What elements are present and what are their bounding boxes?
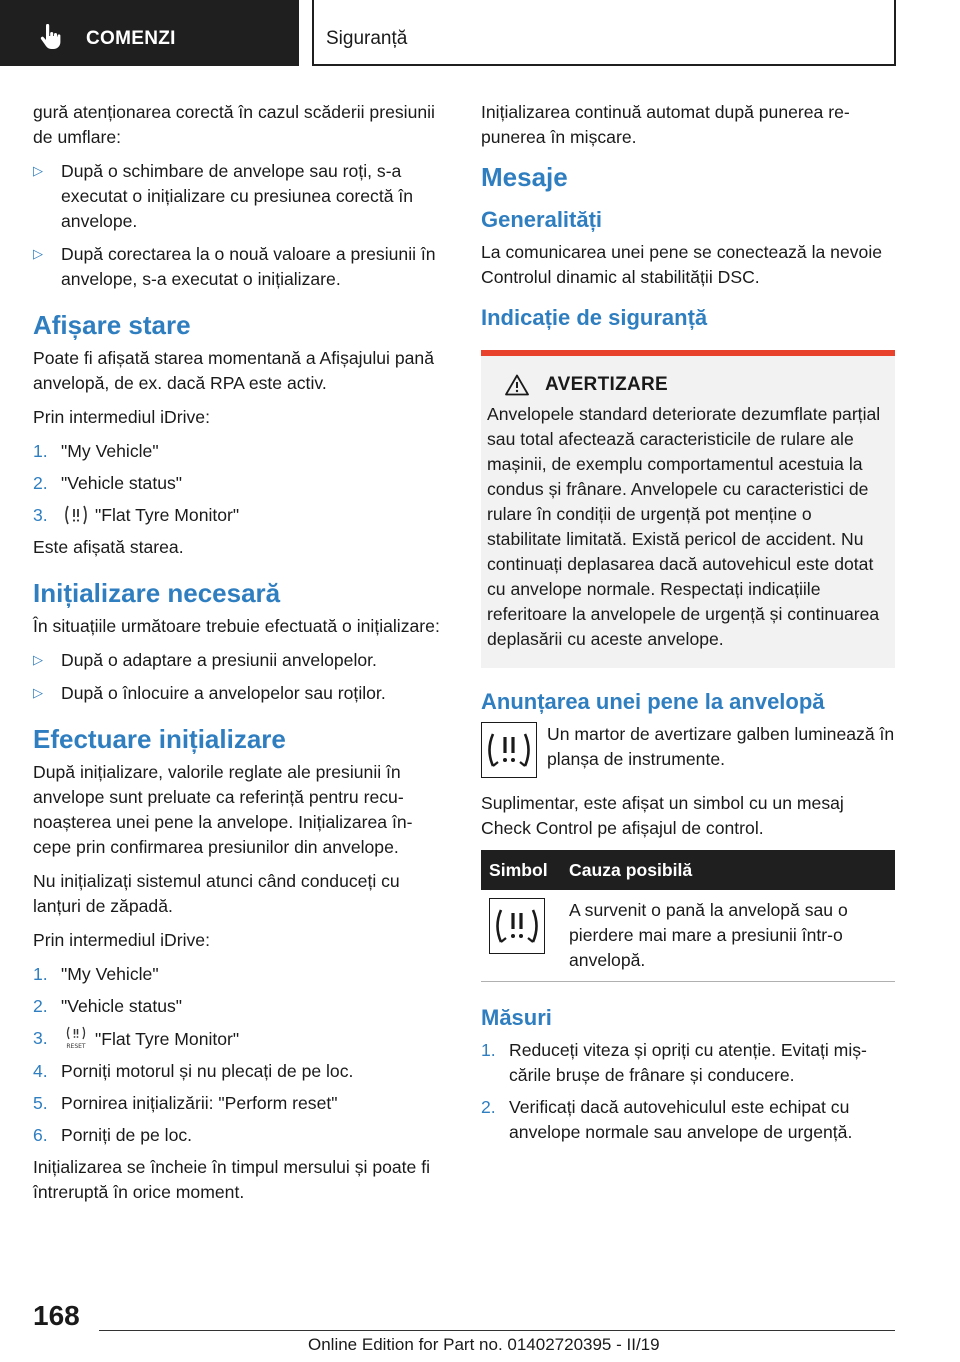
continue-text: Inițializarea continuă automat după punerea repunerea în mișcare.	[481, 102, 850, 147]
table-header-row	[481, 850, 895, 890]
table-row	[481, 890, 895, 982]
status-steps	[33, 439, 443, 528]
list-item: 4. Porniți motorul și nu plecați de pe loc.	[33, 1061, 354, 1081]
table-cell-cause: A survenit o pană la anvelopă sau o pierdere mai mare a presiunii într-o anvelopă.	[561, 890, 895, 982]
intro-bullet-list	[33, 159, 443, 292]
tyre-warning-icon	[63, 504, 89, 526]
list-item: 3. "Flat Tyre Monitor"	[33, 505, 240, 525]
do-init-end-text: Inițializarea se încheie în timpul mersului și poate fi întreruptă în orice moment.	[33, 1157, 431, 1202]
page-header	[0, 0, 960, 66]
general-text: La comunicarea unei pene se conectează la nevoie Controlul dinamic al stabilității DSC.	[481, 242, 883, 287]
page-number: 168	[33, 1300, 80, 1331]
edition-text: Online Edition for Part no. 01402720395 - II/19	[308, 1335, 660, 1354]
tyre-pressure-warning-icon	[481, 722, 537, 778]
table-header-cause: Cauza posibilă	[561, 850, 895, 890]
table-cell-symbol	[481, 890, 561, 982]
list-item: 5. Pornirea inițializării: "Perform reset"	[33, 1093, 338, 1113]
status-text: Poate fi afișată starea momentană a Afișajului pană anvelopă, de ex. dacă RPA este activ.	[33, 348, 434, 393]
do-init-idrive-text: Prin intermediul iDrive:	[33, 930, 210, 950]
left-column	[33, 100, 443, 1214]
symbol-table	[481, 850, 895, 982]
snow-chain-text: Nu inițializați sistemul atunci când conduceți cu lanțuri de zăpadă.	[33, 871, 400, 916]
footer-divider	[99, 1330, 895, 1331]
do-init-steps	[33, 962, 443, 1148]
warning-label: AVERTIZARE	[545, 374, 668, 395]
heading-init-required: Inițializare necesară	[33, 578, 281, 608]
heading-flat-tyre: Anunțarea unei pene la anvelopă	[481, 689, 825, 714]
section-box	[312, 0, 896, 66]
tyre-pressure-warning-icon	[489, 898, 545, 954]
init-required-list	[33, 648, 443, 706]
warning-text: Anvelopele standard deteriorate dezumflate parțial sau total afectează caracteristicile de rulare ale mașinii, de exemplu comportamentul acestuia la condus și frânare. Anvelopele cu caracteristici de rulare în condiții de urgență pot menține o stabilitate limitată. Există pericol de accident. Nu continuați deplasarea dacă autovehicul este dotat cu anvelope normale. Respectați indicațiile referitoare la anvelopele de urgență și continuarea deplasării cu aceste anvelope.	[487, 404, 881, 649]
list-item: ▷ După corectarea la o nouă valoare a presiunii în anvelope, s-a executat o inițializare.	[33, 242, 443, 292]
do-init-text: După inițializare, valorile reglate ale presiunii în anvelope sunt preluate ca referință pentru recunoașterea unei pene la anvelope. Inițializarea începe prin confirmarea presiunilor din anvelope.	[33, 762, 413, 857]
list-item: 6. Porniți de pe loc.	[33, 1125, 193, 1145]
pointing-hand-icon	[40, 24, 62, 50]
list-item: 1. Reduceți viteza și opriți cu atenție. Evitați mișcările brușe de frânare și conducere.	[481, 1040, 867, 1085]
warning-title	[487, 374, 887, 396]
warning-triangle-icon	[505, 374, 529, 396]
intro-text: gură atenționarea corectă în cazul scăderii presiunii de umflare:	[33, 102, 435, 147]
list-item: ▷ După o schimbare de anvelope sau roți, s-a executat o inițializare cu presiunea corectă în anvelope.	[33, 159, 443, 234]
heading-status: Afișare stare	[33, 310, 191, 340]
status-result-text: Este afișată starea.	[33, 537, 184, 557]
heading-messages: Mesaje	[481, 162, 568, 192]
section-label: Siguranță	[326, 28, 408, 49]
table-header-symbol: Simbol	[481, 850, 561, 890]
heading-measures: Măsuri	[481, 1005, 552, 1030]
warning-box	[481, 350, 895, 668]
chapter-tab	[0, 0, 299, 66]
right-column	[481, 100, 895, 1152]
tyre-reset-icon	[63, 1026, 89, 1050]
check-control-text: Suplimentar, este afișat un simbol cu un mesaj Check Control pe afișajul de control.	[481, 793, 844, 838]
list-item: 1. "My Vehicle"	[33, 964, 159, 984]
list-item: ▷ După o adaptare a presiunii anvelopelor.	[33, 648, 443, 673]
svg-text:RESET: RESET	[66, 1043, 86, 1050]
heading-general: Generalități	[481, 207, 603, 232]
list-item: 2. "Vehicle status"	[33, 473, 183, 493]
measures-list	[481, 1038, 895, 1145]
list-item: 3. RESET "Flat Tyre Monitor"	[33, 1028, 240, 1050]
chapter-label: COMENZI	[86, 28, 176, 49]
list-item: ▷ După o înlocuire a anvelopelor sau roților.	[33, 681, 443, 706]
flat-tyre-row	[481, 722, 895, 781]
flat-tyre-text: Un martor de avertizare galben luminează în planșa de instrumente.	[547, 724, 895, 769]
list-item: 1. "My Vehicle"	[33, 441, 159, 461]
list-item: 2. Verificați dacă autovehiculul este echipat cu anvelope normale sau anvelope de urgență.	[481, 1097, 853, 1142]
init-required-text: În situațiile următoare trebuie efectuată o inițializare:	[33, 616, 440, 636]
heading-safety: Indicație de siguranță	[481, 305, 708, 330]
status-idrive-text: Prin intermediul iDrive:	[33, 407, 210, 427]
heading-do-init: Efectuare inițializare	[33, 724, 286, 754]
list-item: 2. "Vehicle status"	[33, 996, 183, 1016]
